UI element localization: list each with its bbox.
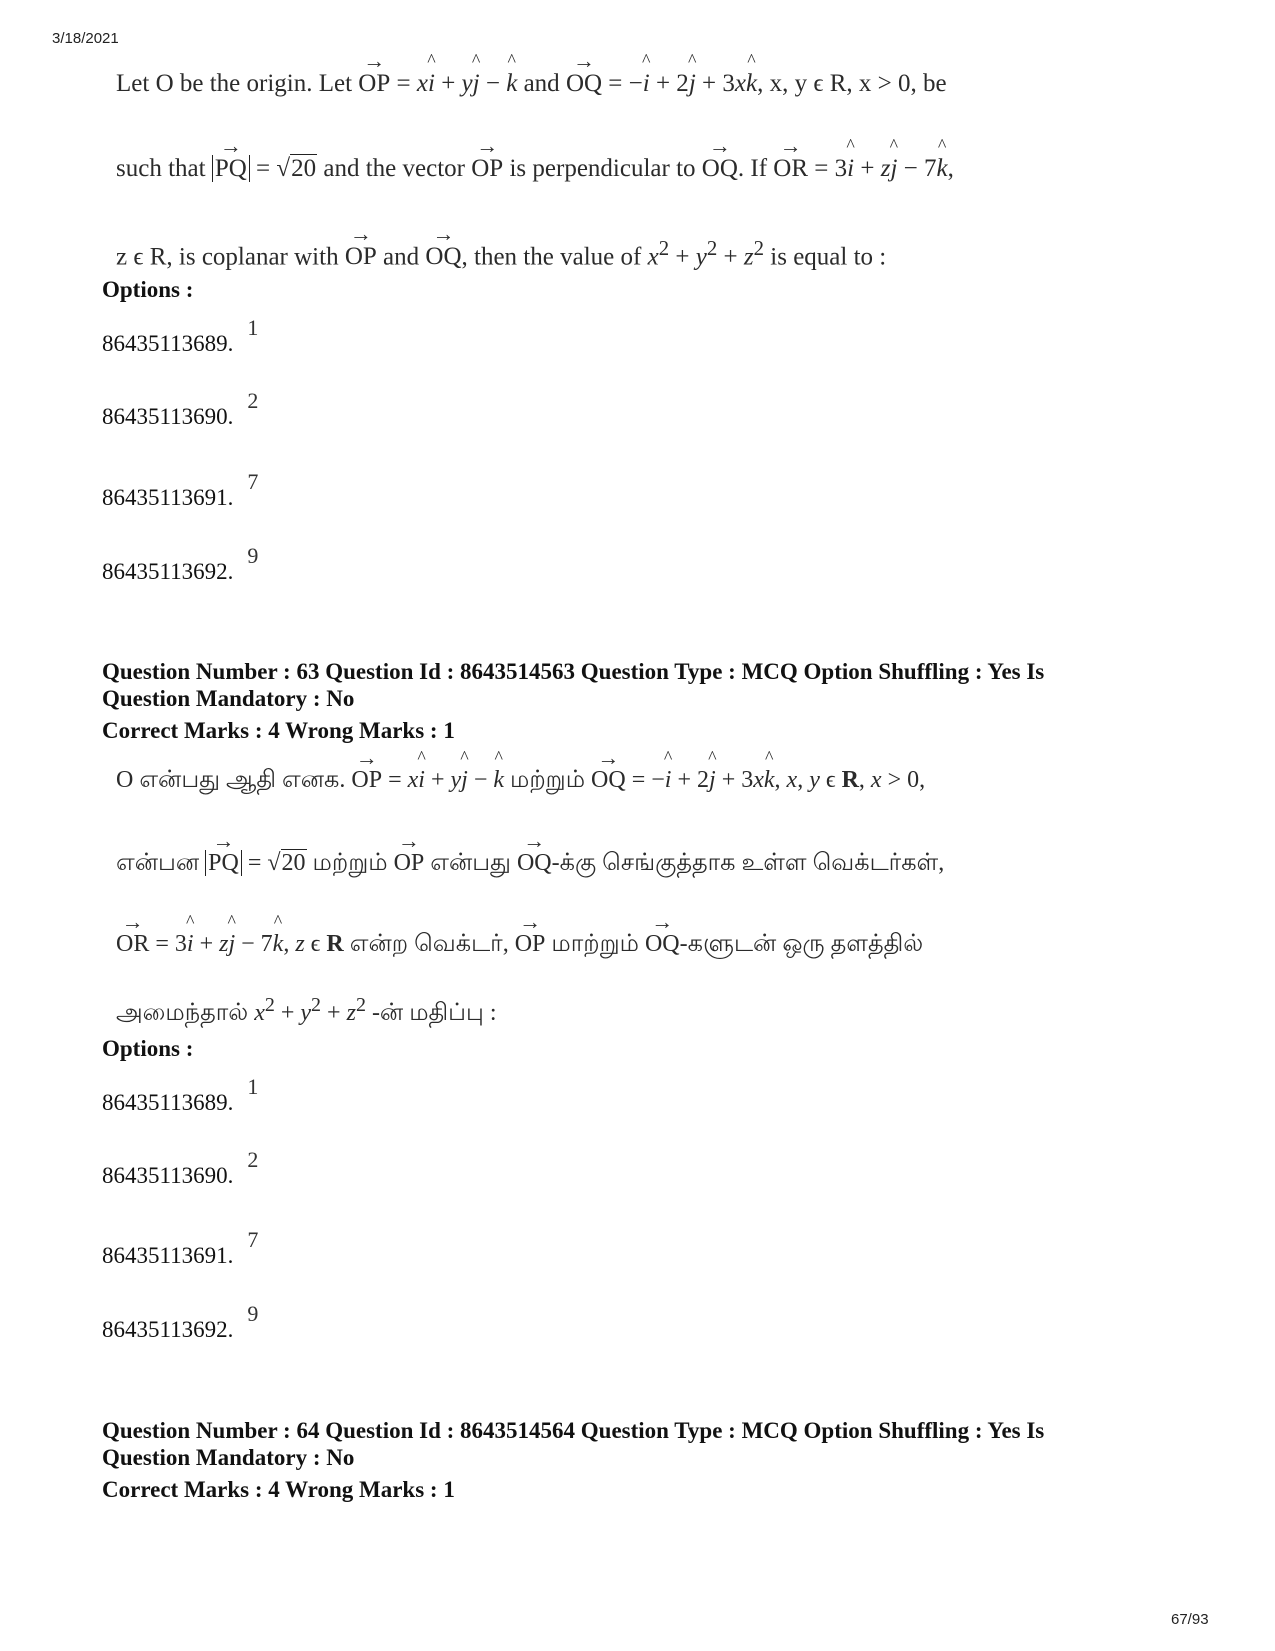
- q62-options-label: Options :: [102, 277, 194, 302]
- q62-line-3: z ϵ R, is coplanar with → OP and → OQ, then the value of $x^2 + y^2 + z^2$ is equal to :: [116, 236, 1196, 271]
- q63-option-3[interactable]: 86435113691.7: [102, 1227, 259, 1268]
- q64-meta: [102, 1417, 1182, 1503]
- q63-tamil-line-4: அமைந்தால் $x^2 + y^2 + z^2$ -ன் மதிப்பு :: [116, 994, 497, 1026]
- q64-meta-line-1: Question Number : 64 Question Id : 8643514564 Question Type : MCQ Option Shuffling : Yes Is: [102, 1418, 1045, 1443]
- q63-option-1[interactable]: 86435113689.1: [102, 1074, 259, 1115]
- q63-meta-line-2: Question Mandatory : No: [102, 686, 355, 711]
- q63-tamil-line-1: O என்பது ஆதி எனக. → OP = x^ i + y^ j − ^ k மற்றும் → OQ = −^ i + 2^ j + 3x^ k, x, y ϵ R, x > 0,: [116, 767, 1196, 796]
- q64-meta-line-2: Question Mandatory : No: [102, 1445, 355, 1470]
- q62-option-4[interactable]: 86435113692.9: [102, 543, 259, 584]
- page-number: 67/93: [1171, 1611, 1209, 1628]
- q63-meta: [102, 658, 1182, 744]
- q62-line-1: Let O be the origin. Let → OP = x^ i + y^ j − ^ k and → OQ = −^ i + 2^ j + 3x^ k, x, y ϵ R, x > 0, be: [116, 70, 1196, 98]
- q62-option-2[interactable]: 86435113690.2: [102, 388, 259, 429]
- q62-option-3[interactable]: 86435113691.7: [102, 469, 259, 510]
- q63-marks: Correct Marks : 4 Wrong Marks : 1: [102, 718, 455, 743]
- q63-option-2[interactable]: 86435113690.2: [102, 1147, 259, 1188]
- q62-line-2: such that → PQ = √20 and the vector → OP is perpendicular to → OQ. If → OR = 3^ i + z^ j − 7^ k,: [116, 155, 1196, 183]
- q63-options-label: Options :: [102, 1036, 194, 1061]
- q62-option-1[interactable]: 86435113689.1: [102, 315, 259, 356]
- q63-option-4[interactable]: 86435113692.9: [102, 1301, 259, 1342]
- q64-marks: Correct Marks : 4 Wrong Marks : 1: [102, 1477, 455, 1502]
- q63-meta-line-1: Question Number : 63 Question Id : 8643514563 Question Type : MCQ Option Shuffling : Yes Is: [102, 659, 1045, 684]
- q63-tamil-line-3: → OR = 3^ i + z^ j − 7^ k, z ϵ R என்ற வெக்டர், → OP மாற்றும் → OQ-களுடன் ஒரு தளத்தில்: [116, 931, 1196, 960]
- print-date: 3/18/2021: [52, 30, 119, 47]
- q63-tamil-line-2: என்பன → PQ = √20 மற்றும் → OP என்பது → OQ-க்கு செங்குத்தாக உள்ள வெக்டர்கள்,: [116, 850, 1196, 879]
